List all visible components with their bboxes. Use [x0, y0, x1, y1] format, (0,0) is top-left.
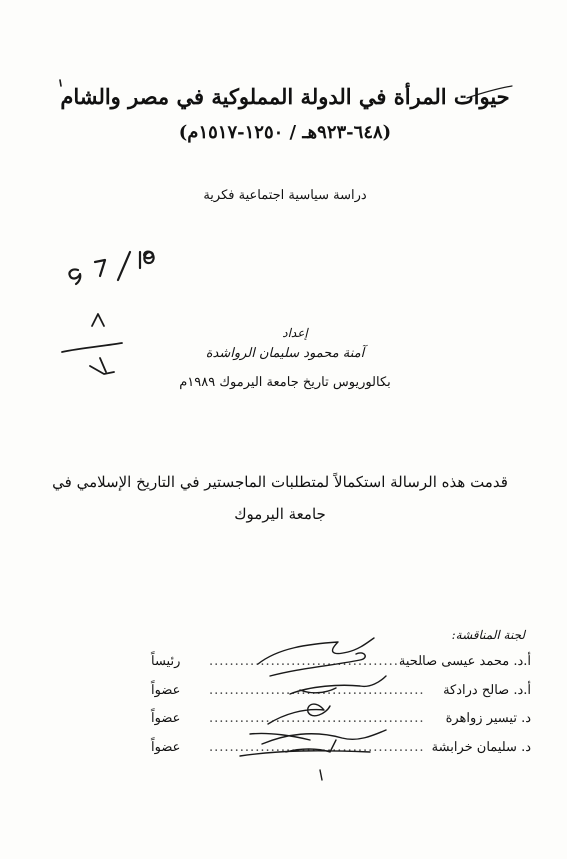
- author-name: آمنة محمود سليمان الرواشدة: [205, 346, 365, 361]
- dotted-leader: ..........................................: [209, 683, 425, 698]
- member-name: د. تيسير زواهرة: [445, 711, 531, 726]
- stray-mark: [60, 80, 61, 86]
- handwritten-catalog-number: [69, 252, 153, 284]
- member-name: أ.د. محمد عيسى صالحية: [398, 654, 531, 669]
- dotted-leader: ..........................................: [209, 740, 425, 755]
- dotted-leader: ..........................................: [209, 654, 425, 669]
- dotted-leader: ..........................................: [209, 711, 425, 726]
- author-degree: بكالوريوس تاريخ جامعة اليرموك ١٩٨٩م: [179, 375, 391, 390]
- thesis-subtitle: دراسة سياسية اجتماعية فكرية: [203, 188, 367, 203]
- member-role: عضواً: [151, 740, 181, 755]
- prepared-by-label: إعداد: [282, 326, 308, 340]
- thesis-title: حيوات المرأة في الدولة المملوكية في مصر والشام: [60, 84, 510, 109]
- member-role: عضواً: [151, 711, 181, 726]
- member-name: د. سليمان خرابشة: [431, 740, 531, 755]
- committee-title: لجنة المناقشة:: [451, 628, 525, 642]
- title-pen-stroke: [467, 86, 512, 98]
- thesis-statement: قدمت هذه الرسالة استكمالاً لمتطلبات الماجستير في التاريخ الإسلامي في جامعة اليرموك: [52, 473, 508, 523]
- member-name: أ.د. صالح درادكة: [443, 683, 531, 698]
- committee-signatures: [240, 638, 386, 780]
- thesis-date-range: (٦٤٨-٩٢٣هـ / ١٢٥٠-١٥١٧م): [178, 122, 392, 143]
- member-role: عضواً: [151, 683, 181, 698]
- member-role: رئيساً: [151, 654, 181, 669]
- handwritten-side-note: [62, 314, 122, 374]
